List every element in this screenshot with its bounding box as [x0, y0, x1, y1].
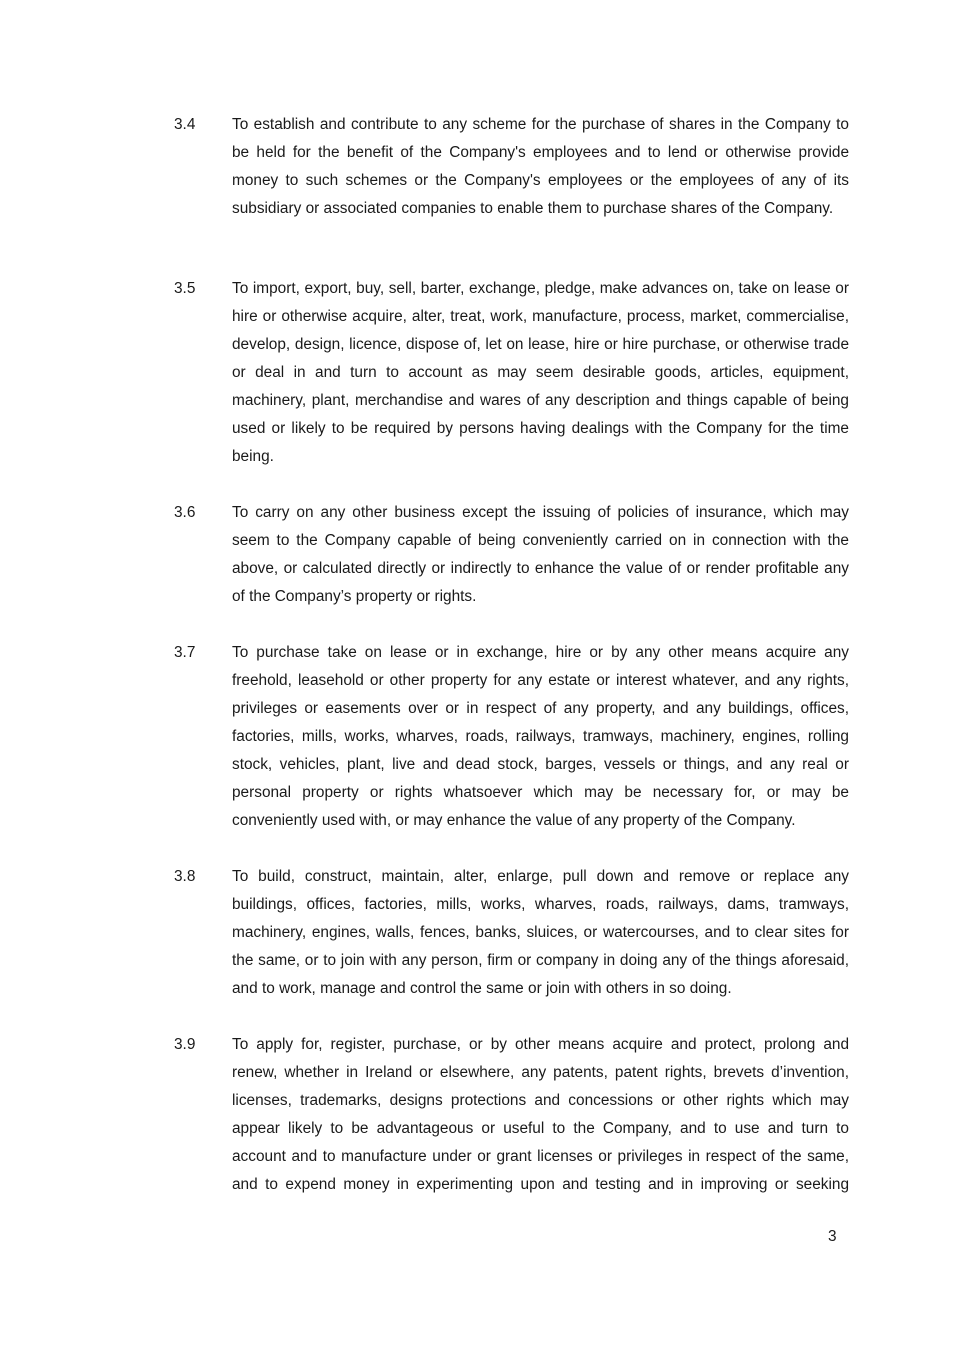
- clause-3-7: [174, 639, 849, 835]
- clause-number: 3.4: [174, 116, 196, 133]
- clause-number: 3.8: [174, 868, 196, 885]
- clause-3-4: [174, 111, 849, 223]
- clause-3-5: [174, 275, 849, 471]
- clause-text: To apply for, register, purchase, or by other means acquire and protect, prolong and renew, whether in Ireland or elsewhere, any patents, patent rights, brevets d’invention, licenses, trademarks, designs protections and concessions or other rights which may appear likely to be advantageous or useful to the Company, and to use and turn to account and to manufacture under or grant licenses or privileges in respect of the same, and to expend money in experimenting upon and testing and in improving or seeking: [232, 1036, 849, 1193]
- clause-text: To build, construct, maintain, alter, enlarge, pull down and remove or replace any buildings, offices, factories, mills, works, wharves, roads, railways, dams, tramways, machinery, engines, walls, fences, banks, sluices, or watercourses, and to clear sites for the same, or to join with any person, firm or company in doing any of the things aforesaid, and to work, manage and control the same or join with others in so doing.: [232, 868, 849, 997]
- page-number: 3: [828, 1228, 837, 1245]
- clause-number: 3.9: [174, 1036, 196, 1053]
- clause-number: 3.6: [174, 504, 196, 521]
- clause-text: To carry on any other business except the issuing of policies of insurance, which may seem to the Company capable of being conveniently carried on in connection with the above, or calculated directly or indirectly to enhance the value of or render profitable any of the Company’s property or rights.: [232, 504, 849, 605]
- clause-text: To purchase take on lease or in exchange, hire or by any other means acquire any freehold, leasehold or other property for any estate or interest whatever, and any rights, privileges or easements over or in respect of any property, and any buildings, offices, factories, mills, works, wharves, roads, railways, tramways, machinery, engines, rolling stock, vehicles, plant, live and dead stock, barges, vessels or things, and any real or personal property or rights whatsoever which may be necessary for, or may be conveniently used with, or may enhance the value of any property of the Company.: [232, 644, 849, 829]
- clause-3-8: [174, 863, 849, 1003]
- clause-text: To establish and contribute to any scheme for the purchase of shares in the Company to be held for the benefit of the Company's employees and to lend or otherwise provide money to such schemes or the Company's employees or the employees of any of its subsidiary or associated companies to enable them to purchase shares of the Company.: [232, 116, 849, 217]
- clause-text: To import, export, buy, sell, barter, exchange, pledge, make advances on, take on lease or hire or otherwise acquire, alter, treat, work, manufacture, process, market, commercialise, develop, design, licence, dispose of, let on lease, hire or hire purchase, or otherwise trade or deal in and turn to account as may seem desirable goods, articles, equipment, machinery, plant, merchandise and wares of any description and things capable of being used or likely to be required by persons having dealings with the Company for the time being.: [232, 280, 849, 465]
- clause-number: 3.5: [174, 280, 196, 297]
- clause-3-9: [174, 1031, 849, 1199]
- clause-3-6: [174, 499, 849, 611]
- clause-number: 3.7: [174, 644, 196, 661]
